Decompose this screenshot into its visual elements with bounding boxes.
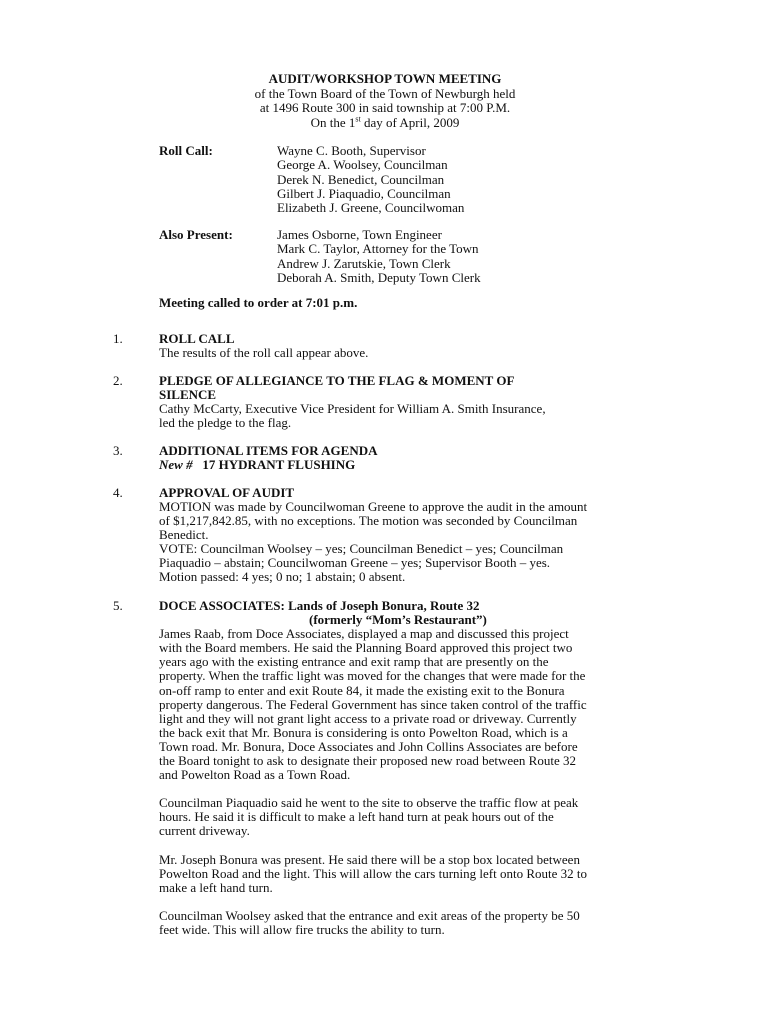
header-line-1: of the Town Board of the Town of Newburgh held [254,85,516,101]
item-text-line: VOTE: Councilman Woolsey – yes; Councilman Benedict – yes; Councilman [159,541,564,556]
also-present-names [277,228,481,285]
date-ordinal: st [355,114,361,124]
roll-call-name: Gilbert J. Piaquadio, Councilman [277,185,451,201]
item-text-line: of $1,217,842.85, with no exceptions. The motion was seconded by Councilman [159,513,578,528]
item-number: 1. [113,331,123,346]
date-prefix: On the 1 [310,114,356,130]
item-heading: DOCE ASSOCIATES: Lands of Joseph Bonura, Route 32 [159,598,480,613]
new-agenda-entry [159,458,659,472]
roll-call-name: Elizabeth J. Greene, Councilwoman [277,200,465,216]
paragraph-line: property dangerous. The Federal Government has since taken control of the traffic [159,696,587,712]
item-number: 3. [113,443,123,458]
paragraph-line: the back exit that Mr. Bonura is considering is onto Powelton Road, which is a [159,724,568,740]
paragraph-line: James Raab, from Doce Associates, displayed a map and discussed this project [159,626,569,642]
paragraph-line: feet wide. This will allow fire trucks the ability to turn. [159,921,445,937]
meeting-date [0,116,770,131]
roll-call-names [277,144,464,215]
item-number: 2. [113,373,123,388]
paragraph-line: light and they will not grant light access to a private road or driveway. Currently [159,710,577,726]
item-text-line: Motion passed: 4 yes; 0 no; 1 abstain; 0 absent. [159,569,406,584]
new-label: New # [159,457,193,472]
item-heading: ROLL CALL [159,331,235,346]
document-header [0,72,770,130]
item-heading: PLEDGE OF ALLEGIANCE TO THE FLAG & MOMENT OF [159,373,515,388]
header-line-2: at 1496 Route 300 in said township at 7:00 P.M. [259,100,511,115]
paragraph-line: with the Board members. He said the Planning Board approved this project two [159,640,573,656]
paragraph-line: Town road. Mr. Bonura, Doce Associates and John Collins Associates are before [159,738,578,754]
item-number: 4. [113,485,123,500]
paragraph-line: on-off ramp to enter and exit Route 84, it made the existing exit to the Bonura [159,682,565,698]
item-body [159,599,659,937]
meeting-title: AUDIT/WORKSHOP TOWN MEETING [268,71,502,86]
item-text-line: Cathy McCarty, Executive Vice President for William A. Smith Insurance, [159,401,546,416]
paragraph-line: the Board tonight to ask to designate their proposed new road between Route 32 [159,753,576,769]
also-present-label: Also Present: [159,227,233,242]
item-heading-continued: SILENCE [159,387,217,402]
also-present-name: James Osborne, Town Engineer [277,227,442,242]
date-suffix: day of April, 2009 [360,114,460,130]
also-present-name: Deborah A. Smith, Deputy Town Clerk [277,269,481,285]
roll-call-name: Wayne C. Booth, Supervisor [277,143,426,158]
paragraph-line: hours. He said it is difficult to make a left hand turn at peak hours out of the [159,809,554,825]
paragraph-gap [159,839,659,853]
item-number: 5. [113,598,123,613]
paragraph-line: and Powelton Road as a Town Road. [159,767,351,783]
roll-call-label: Roll Call: [159,143,213,158]
item-text-line: Piaquadio – abstain; Councilwoman Greene – yes; Supervisor Booth – yes. [159,555,551,570]
paragraph-line: years ago with the existing entrance and exit ramp that are presently on the [159,654,549,670]
item-body [159,444,659,472]
item-text-line: The results of the roll call appear above. [159,345,369,360]
item-subheading: (formerly “Mom’s Restaurant”) [309,612,487,628]
called-to-order: Meeting called to order at 7:01 p.m. [159,295,358,310]
paragraph-line: make a left hand turn. [159,879,273,895]
item-body [159,486,659,584]
item-body [159,332,659,360]
also-present-name: Andrew J. Zarutskie, Town Clerk [277,255,451,271]
item-heading: ADDITIONAL ITEMS FOR AGENDA [159,443,378,458]
roll-call-name: Derek N. Benedict, Councilman [277,171,445,187]
paragraph-line: Powelton Road and the light. This will allow the cars turning left onto Route 32 to [159,865,587,881]
item-heading: APPROVAL OF AUDIT [159,485,295,500]
paragraph-line: current driveway. [159,823,250,839]
paragraph-line: Mr. Joseph Bonura was present. He said there will be a stop box located between [159,851,580,867]
item-text-line: led the pledge to the flag. [159,415,292,430]
paragraph-line: Councilman Piaquadio said he went to the site to observe the traffic flow at peak [159,795,579,811]
item-text-line: Benedict. [159,527,209,542]
new-entry-text: 17 HYDRANT FLUSHING [202,457,356,472]
paragraph-gap [159,782,659,796]
roll-call-name: George A. Woolsey, Councilman [277,157,448,173]
paragraph-gap [159,895,659,909]
item-body [159,374,659,430]
item-text-line: MOTION was made by Councilwoman Greene to approve the audit in the amount [159,499,588,514]
also-present-name: Mark C. Taylor, Attorney for the Town [277,241,479,257]
paragraph-line: Councilman Woolsey asked that the entrance and exit areas of the property be 50 [159,907,580,923]
paragraph-line: property. When the traffic light was moved for the changes that were made for the [159,668,586,684]
